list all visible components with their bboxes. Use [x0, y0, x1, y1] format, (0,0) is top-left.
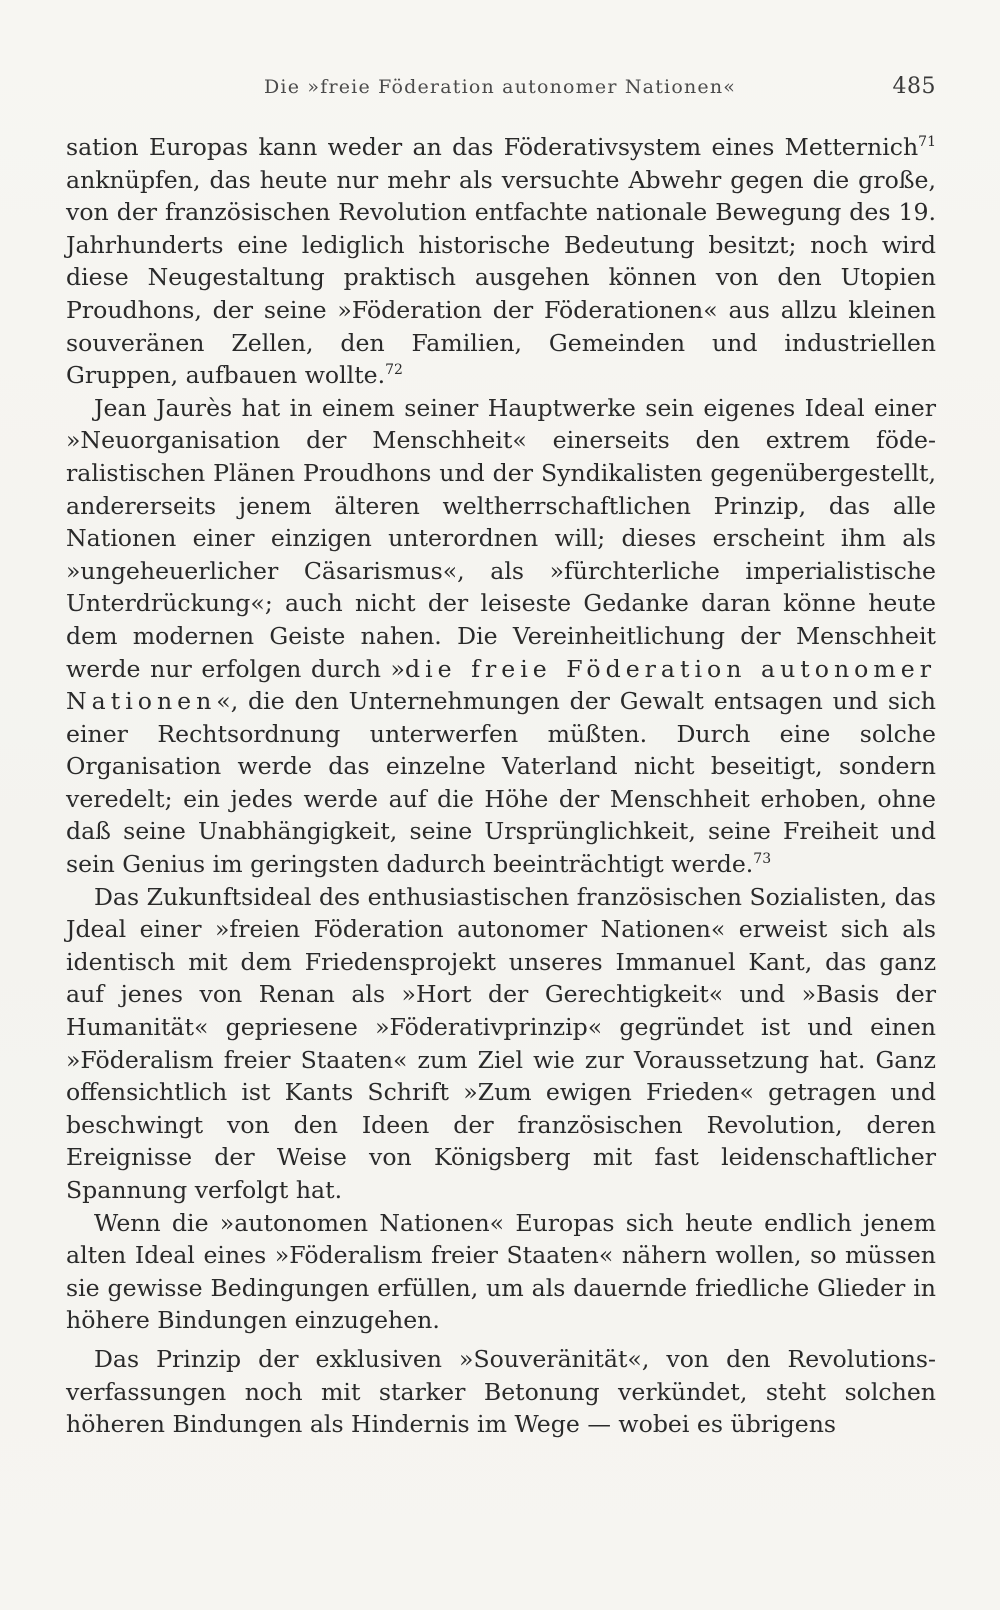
paragraph-1 — [66, 131, 936, 392]
footnote-ref-72: 72 — [385, 362, 403, 379]
paragraph-4: Wenn die »autonomen Nationen« Europas sich heute endlich jenem alten Ideal eines »Föderalism freier Staaten« nähern wollen, so müssen sie gewisse Bedingungen erfüllen, um als dauernde friedliche Glieder in höhere Bindungen einzugehen. — [66, 1208, 936, 1335]
paragraph-2-part-b: «, die den Unternehmungen der Gewalt entsagen und sich einer Rechtsordnung unterwerfen müßten. Durch eine solche Organisation werde das einzelne Vaterland nicht beseitigt, sondern veredelt; ein jedes werde auf die Höhe der Menschheit erhoben, ohne daß seine Unabhängigkeit, seine Ursprünglichkeit, seine Freiheit und sein Genius im geringsten dadurch beeinträchtigt werde. — [66, 687, 936, 879]
paragraph-2 — [66, 392, 936, 881]
running-title: Die »freie Föderation autonomer Nationen« — [264, 76, 737, 98]
page-header — [264, 76, 936, 106]
page-number: 485 — [892, 74, 936, 99]
emphasis-spaced-text: die freie Föderation autonomer Nationen — [66, 654, 936, 716]
paragraph-5: Das Prinzip der exklusiven »Souveränität«, von den Revolutionsverfassungen noch mit starker Betonung verkündet, steht solchen höheren Bindungen als Hindernis im Wege — wobei es übrigens — [66, 1344, 936, 1439]
footnote-ref-71: 71 — [918, 134, 936, 150]
footnote-ref-73: 73 — [753, 851, 772, 868]
body-text — [66, 131, 936, 1441]
paragraph-1-part-b: anknüpfen, das heute nur mehr als versuchte Abwehr gegen die große, von der französischen Revolution entfachte nationale Bewegung des 19. Jahrhunderts eine lediglich historische Bedeutung besitzt; noch wird diese Neugestaltung praktisch ausgehen können von den Utopien Proudhons, der seine »Föderation der Föderationen« aus allzu kleinen souveränen Zellen, den Familien, Gemeinden und industriellen Gruppen, aufbauen wollte. — [66, 165, 936, 390]
paragraph-1-part-a: sation Europas kann weder an das Föderativsystem eines Metternich — [66, 133, 919, 161]
paragraph-3: Das Zukunftsideal des enthusiastischen französischen Sozialisten, das Jdeal einer »freien Föderation autonomer Nationen« erweist sich als identisch mit dem Friedensprojekt unseres Immanuel Kant, das ganz auf jenes von Renan als »Hort der Gerechtigkeit« und »Basis der Humanität« gepriesene »Föderativprinzip« gegründet ist und einen »Föderalism freier Staaten« zum Ziel wie zur Voraussetzung hat. Ganz offensichtlich ist Kants Schrift »Zum ewigen Frieden« getragen und beschwingt von den Ideen der französischen Revolution, deren Ereignisse der Weise von Königsberg mit fast leidenschaftlicher Spannung verfolgt hat. — [66, 882, 936, 1204]
paragraph-2-part-a: Jean Jaurès hat in einem seiner Hauptwerke sein eigenes Ideal einer »Neuorganisation der Menschheit« einerseits den extrem föderalistischen Plänen Proudhons und der Syndikalisten gegenübergestellt, andererseits jenem älteren weltherrschaftlichen Prinzip, das alle Nationen einer einzigen unterordnen will; dieses erscheint ihm als »ungeheuerlicher Cäsarismus«, als »fürchterliche imperialistische Unterdrückung«; auch nicht der leiseste Gedanke daran könne heute dem modernen Geiste nahen. Die Vereinheitlichung der Menschheit werde nur erfolgen durch » — [66, 393, 936, 683]
